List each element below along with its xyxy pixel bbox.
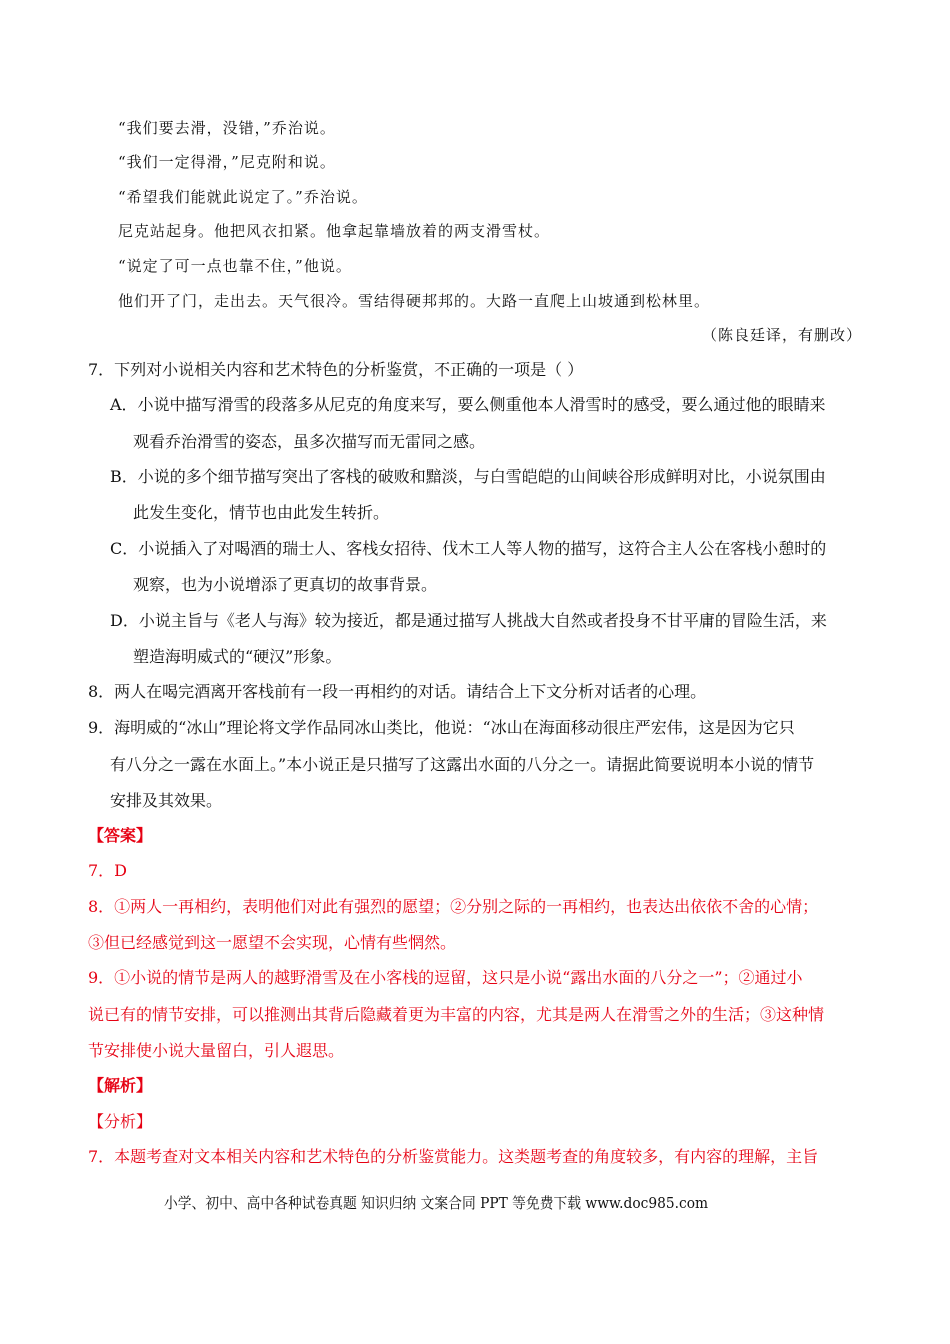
question-9-cont: 有八分之一露在水面上。”本小说正是只描写了这露出水面的八分之一。请据此简要说明本小说的情节 [110,755,815,774]
answer-8-cont: ③但已经感觉到这一愿望不会实现，心情有些惘然。 [88,933,457,952]
answer-9-cont: 节安排使小说大量留白，引人遐思。 [88,1041,345,1060]
story-paragraph: 尼克站起身。他把风衣扣紧。他拿起靠墙放着的两支滑雪杖。 [118,222,551,240]
option-a-cont: 观看乔治滑雪的姿态，虽多次描写而无雷同之感。 [133,432,486,451]
option-b-cont: 此发生变化，情节也由此发生转折。 [133,503,390,522]
answer-heading: 【答案】 [88,826,153,845]
option-b: B．小说的多个细节描写突出了客栈的破败和黯淡，与白雪皑皑的山间峡谷形成鲜明对比，小说氛围由 [110,467,826,486]
question-9-cont: 安排及其效果。 [110,791,223,810]
analysis-heading: 【解析】 [88,1076,153,1095]
option-d-cont: 塑造海明威式的“硬汉”形象。 [133,647,342,666]
analysis-subheading: 【分析】 [88,1112,153,1131]
option-a: A．小说中描写滑雪的段落多从尼克的角度来写，要么侧重他本人滑雪时的感受，要么通过他的眼睛来 [110,395,826,414]
story-paragraph: “我们一定得滑，”尼克附和说。 [118,153,336,171]
story-paragraph: “说定了可一点也靠不住，”他说。 [118,257,352,275]
page-footer: 小学、初中、高中各种试卷真题 知识归纳 文案合同 PPT 等免费下载 www.doc985.com [164,1194,709,1212]
option-c-cont: 观察，也为小说增添了更真切的故事背景。 [133,575,438,594]
answer-8: 8．①两人一再相约，表明他们对此有强烈的愿望；②分别之际的一再相约，也表达出依依不舍的心情； [88,897,819,916]
analysis-7: 7．本题考查对文本相关内容和艺术特色的分析鉴赏能力。这类题考查的角度较多，有内容的理解，主旨 [88,1147,819,1166]
question-7: 7．下列对小说相关内容和艺术特色的分析鉴赏，不正确的一项是（ ） [88,360,584,379]
story-paragraph: 他们开了门，走出去。天气很冷。雪结得硬邦邦的。大路一直爬上山坡通到松林里。 [118,292,711,310]
answer-9-cont: 说已有的情节安排，可以推测出其背后隐藏着更为丰富的内容，尤其是两人在滑雪之外的生活；③这种情 [88,1005,825,1024]
translator-credit: （陈良廷译，有删改） [701,326,862,344]
question-9: 9．海明威的“冰山”理论将文学作品同冰山类比，他说：“冰山在海面移动很庄严宏伟，这是因为它只 [88,718,795,737]
option-c: C．小说插入了对喝酒的瑞士人、客栈女招待、伐木工人等人物的描写，这符合主人公在客栈小憩时的 [110,539,827,558]
story-paragraph: “希望我们能就此说定了。”乔治说。 [118,188,368,206]
option-d: D．小说主旨与《老人与海》较为接近，都是通过描写人挑战大自然或者投身不甘平庸的冒险生活，来 [110,611,827,630]
answer-7: 7．D [88,861,128,880]
question-8: 8．两人在喝完酒离开客栈前有一段一再相约的对话。请结合上下文分析对话者的心理。 [88,682,707,701]
story-paragraph: “我们要去滑，没错，”乔治说。 [118,119,336,137]
answer-9: 9．①小说的情节是两人的越野滑雪及在小客栈的逗留，这只是小说“露出水面的八分之一”；②通过小 [88,968,803,987]
